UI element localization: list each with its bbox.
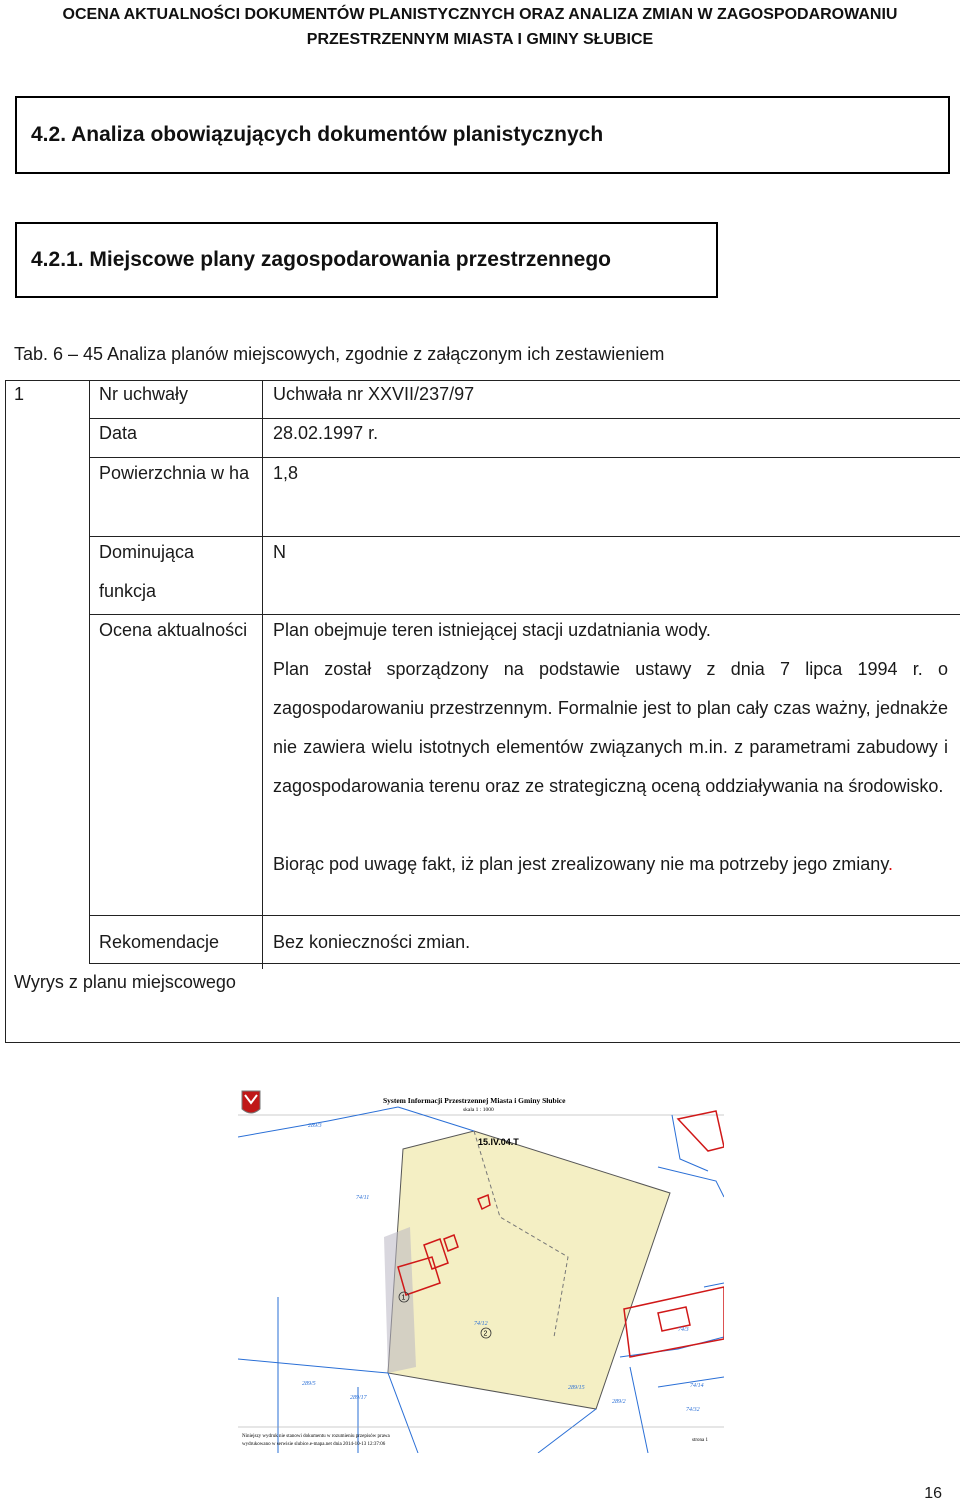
parcel-label: 74/12 (474, 1321, 488, 1327)
data-value: 28.02.1997 r. (273, 423, 379, 443)
powierzchnia-label: Powierzchnia w ha (99, 463, 250, 483)
parcel-label: 74/3 (678, 1327, 689, 1333)
section-heading-4-2-1 (15, 222, 718, 298)
zone-symbol-label: 15.IV.04.T (478, 1137, 519, 1147)
table-rule-after-nr (89, 418, 960, 419)
marker-label: 1 (401, 1294, 406, 1302)
powierzchnia-value: 1,8 (273, 463, 299, 483)
funkcja-label: Dominująca funkcja (99, 542, 195, 601)
section-heading-4-2-1-text: 4.2.1. Miejscowe plany zagospodarowania przestrzennego (31, 248, 611, 271)
ocena-paragraph-2: Plan został sporządzony na podstawie ustawy z dnia 7 lipca 1994 r. o zagospodarowaniu przestrzennym. Formalnie jest to plan cały czas ważny, jednakże nie zawiera wielu istotnych elementów związanych m.in. z parametrami zabudowy i zagospodarowania terenu oraz ze strategiczną oceną oddziaływania na środowisko. (273, 659, 948, 796)
map-footer-page: strona 1 (692, 1438, 708, 1443)
table-border-left (5, 380, 6, 1043)
ocena-paragraph-3-text: Biorąc pod uwagę fakt, iż plan jest zrealizowany nie ma potrzeby jego zmiany (273, 854, 888, 874)
ocena-paragraph-3 (273, 845, 893, 884)
running-header (0, 2, 960, 52)
rekomendacje-label: Rekomendacje (99, 932, 220, 952)
running-header-line-1: OCENA AKTUALNOŚCI DOKUMENTÓW PLANISTYCZNYCH ORAZ ANALIZA ZMIAN W ZAGOSPODAROWANIU (62, 6, 898, 23)
nr-uchwaly-label: Nr uchwały (99, 384, 189, 404)
plan-map-extract (238, 1087, 724, 1453)
table-rule-after-ocena (89, 915, 960, 916)
wyrys-label: Wyrys z planu miejscowego (14, 972, 236, 992)
table-value-column-left (262, 380, 263, 969)
section-heading-4-2 (15, 96, 950, 174)
table-border-bottom (5, 1042, 960, 1043)
table-caption: Tab. 6 – 45 Analiza planów miejscowych, zgodnie z załączonym ich zestawieniem (14, 344, 665, 364)
ocena-label: Ocena aktualności (99, 620, 248, 640)
row-number: 1 (14, 384, 25, 404)
page-number: 16 (924, 1485, 942, 1502)
parcel-label: 74/14 (690, 1383, 704, 1389)
table-rule-after-powierzchnia (89, 536, 960, 537)
parcel-label: 289/5 (302, 1381, 316, 1387)
marker-label: 2 (483, 1330, 488, 1338)
map-footer-line-2: wydrukowano w serwisie slubice.e-mapa.net dnia 2014-10-13 12:37:06 (242, 1442, 386, 1447)
coat-of-arms-icon (242, 1091, 260, 1113)
funkcja-value: N (273, 542, 286, 562)
rekomendacje-value: Bez konieczności zmian. (273, 932, 471, 952)
parcel-label: 74/11 (356, 1195, 370, 1201)
parcel-label: 289/2 (612, 1399, 626, 1405)
parcel-label: 74/32 (686, 1407, 700, 1413)
ocena-paragraph-3-period: . (887, 854, 893, 874)
table-label-column-left (89, 380, 90, 963)
map-scale: skala 1 : 1000 (463, 1107, 494, 1113)
data-label: Data (99, 423, 138, 443)
parcel-label: 289/15 (568, 1385, 585, 1391)
section-heading-4-2-text: 4.2. Analiza obowiązujących dokumentów planistycznych (31, 123, 604, 146)
parcel-label: 289/17 (350, 1395, 367, 1401)
nr-uchwaly-value: Uchwała nr XXVII/237/97 (273, 384, 475, 404)
map-title: System Informacji Przestrzennej Miasta i Gminy Słubice (383, 1096, 566, 1105)
running-header-line-2: PRZESTRZENNYM MIASTA I GMINY SŁUBICE (306, 31, 654, 48)
map-footer-line-1: Niniejszy wydruk nie stanowi dokumentu w rozumieniu przepisów prawa (242, 1434, 390, 1439)
parcel-label: 289/3 (308, 1123, 322, 1129)
ocena-paragraph-1: Plan obejmuje teren istniejącej stacji uzdatniania wody. (273, 620, 711, 640)
